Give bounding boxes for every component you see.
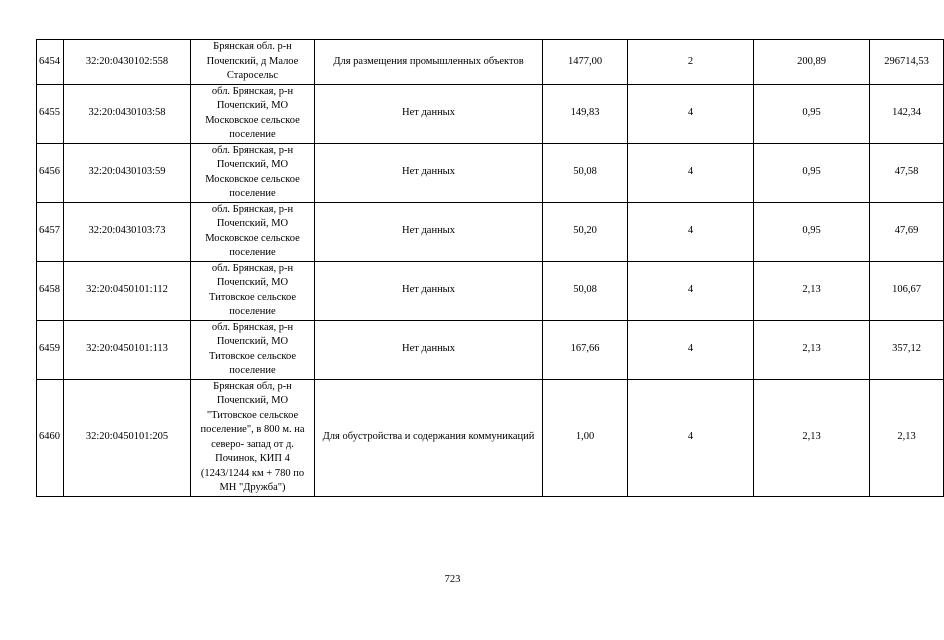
value-cell: 47,58 bbox=[870, 143, 944, 202]
row-number: 6457 bbox=[37, 202, 64, 261]
value-cell: 47,69 bbox=[870, 202, 944, 261]
row-number: 6459 bbox=[37, 320, 64, 379]
rate-cell: 2,13 bbox=[754, 379, 870, 496]
table-row bbox=[37, 143, 944, 202]
row-number: 6458 bbox=[37, 261, 64, 320]
row-number: 6454 bbox=[37, 40, 64, 85]
category-cell: 4 bbox=[628, 143, 754, 202]
page-number: 723 bbox=[444, 574, 461, 585]
row-number: 6456 bbox=[37, 143, 64, 202]
cadastral-number: 32:20:0430103:59 bbox=[64, 143, 191, 202]
purpose-cell: Нет данных bbox=[315, 320, 543, 379]
cadastral-number: 32:20:0450101:113 bbox=[64, 320, 191, 379]
value-cell: 357,12 bbox=[870, 320, 944, 379]
value-cell: 142,34 bbox=[870, 84, 944, 143]
purpose-cell: Нет данных bbox=[315, 202, 543, 261]
address-cell: обл. Брянская, р-н Почепский, МО Московское сельское поселение bbox=[191, 143, 315, 202]
rate-cell: 0,95 bbox=[754, 143, 870, 202]
category-cell: 4 bbox=[628, 379, 754, 496]
rate-cell: 0,95 bbox=[754, 202, 870, 261]
cadastral-number: 32:20:0450101:205 bbox=[64, 379, 191, 496]
area-cell: 167,66 bbox=[543, 320, 628, 379]
rate-cell: 2,13 bbox=[754, 261, 870, 320]
cadastral-number: 32:20:0450101:112 bbox=[64, 261, 191, 320]
table-row bbox=[37, 379, 944, 496]
cadastral-number: 32:20:0430103:73 bbox=[64, 202, 191, 261]
land-parcels-table bbox=[36, 39, 944, 497]
area-cell: 50,20 bbox=[543, 202, 628, 261]
value-cell: 296714,53 bbox=[870, 40, 944, 85]
area-cell: 50,08 bbox=[543, 143, 628, 202]
category-cell: 4 bbox=[628, 202, 754, 261]
area-cell: 1,00 bbox=[543, 379, 628, 496]
category-cell: 4 bbox=[628, 320, 754, 379]
rate-cell: 2,13 bbox=[754, 320, 870, 379]
table-row bbox=[37, 84, 944, 143]
category-cell: 4 bbox=[628, 261, 754, 320]
row-number: 6455 bbox=[37, 84, 64, 143]
purpose-cell: Нет данных bbox=[315, 84, 543, 143]
table-row bbox=[37, 261, 944, 320]
area-cell: 1477,00 bbox=[543, 40, 628, 85]
cadastral-number: 32:20:0430102:558 bbox=[64, 40, 191, 85]
purpose-cell: Нет данных bbox=[315, 261, 543, 320]
purpose-cell: Для обустройства и содержания коммуникаций bbox=[315, 379, 543, 496]
value-cell: 2,13 bbox=[870, 379, 944, 496]
address-cell: обл. Брянская, р-н Почепский, МО Московское сельское поселение bbox=[191, 84, 315, 143]
table-row bbox=[37, 320, 944, 379]
area-cell: 50,08 bbox=[543, 261, 628, 320]
rate-cell: 200,89 bbox=[754, 40, 870, 85]
address-cell: обл. Брянская, р-н Почепский, МО Титовское сельское поселение bbox=[191, 320, 315, 379]
table-row bbox=[37, 40, 944, 85]
category-cell: 4 bbox=[628, 84, 754, 143]
address-cell: Брянская обл. р-н Почепский, д Малое Старосельс bbox=[191, 40, 315, 85]
purpose-cell: Для размещения промышленных объектов bbox=[315, 40, 543, 85]
category-cell: 2 bbox=[628, 40, 754, 85]
address-cell: обл. Брянская, р-н Почепский, МО Московское сельское поселение bbox=[191, 202, 315, 261]
table-row bbox=[37, 202, 944, 261]
address-cell: Брянская обл, р-н Почепский, МО "Титовское сельское поселение", в 800 м. на северо- запад от д. Починок, КИП 4 (1243/1244 км + 780 по МН "Дружба") bbox=[191, 379, 315, 496]
value-cell: 106,67 bbox=[870, 261, 944, 320]
address-cell: обл. Брянская, р-н Почепский, МО Титовское сельское поселение bbox=[191, 261, 315, 320]
rate-cell: 0,95 bbox=[754, 84, 870, 143]
purpose-cell: Нет данных bbox=[315, 143, 543, 202]
cadastral-number: 32:20:0430103:58 bbox=[64, 84, 191, 143]
row-number: 6460 bbox=[37, 379, 64, 496]
area-cell: 149,83 bbox=[543, 84, 628, 143]
